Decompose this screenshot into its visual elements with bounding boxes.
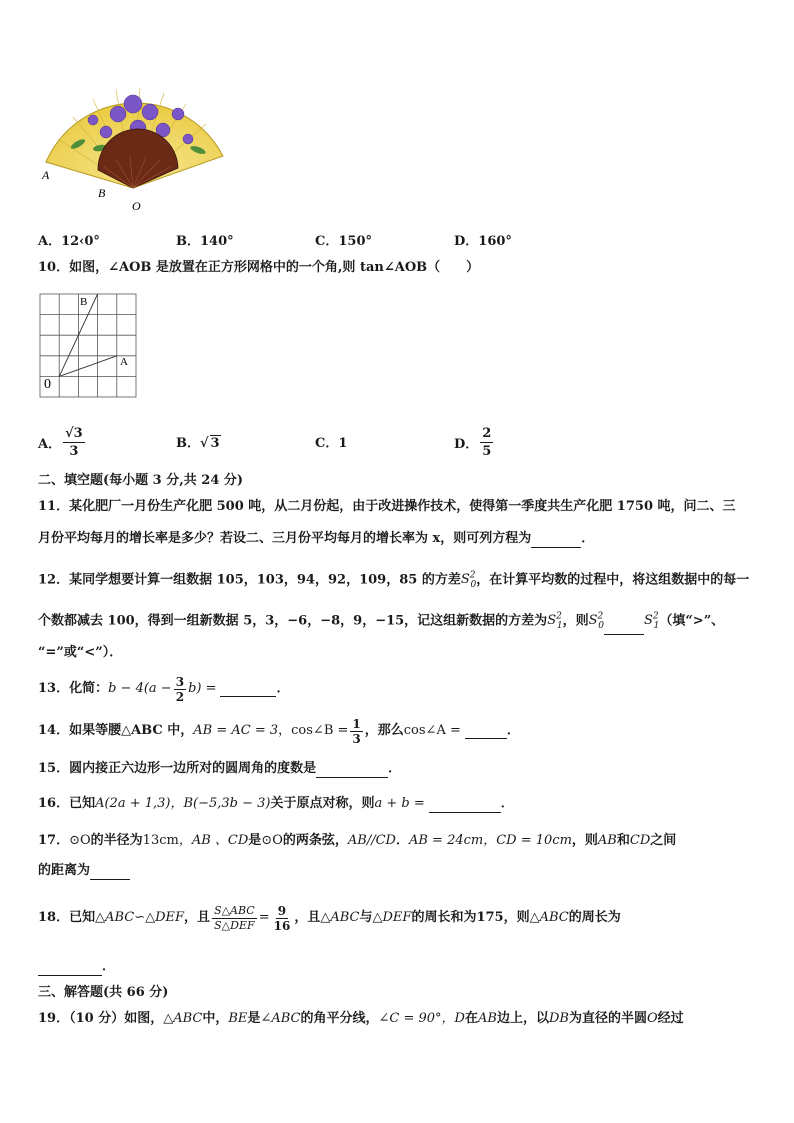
q15: 15．圆内接正六边形一边所对的圆周角的度数是 ． — [38, 761, 402, 776]
q12-line2: 个数都减去 100，得到一组新数据 5，3，−6，−8，9，−15，记这组新数据的方差为$S^2_1$，则$S^2_0$ $S^2_1$（填“>”、 — [38, 608, 724, 635]
q19-line1: 19．（10 分）如图，△ABC中，BE是∠ABC的角平分线，∠C = 90°，D在AB边上，以DB为直径的半圆O经过 — [38, 1011, 684, 1026]
q11-line1: 11．某化肥厂一月份生产化肥 500 吨，从二月份起，由于改进操作技术，使得第一季度共生产化肥 1750 吨，问二、三 — [38, 499, 736, 514]
q14: 14．如果等腰△ABC 中， AB = AC = 3 ，cos∠B = $\frac{1}{3}$ ，那么 cos∠A = ． — [38, 716, 520, 746]
q9-option-a: A．12‹0° — [38, 234, 100, 249]
grid-label-b: B — [80, 296, 88, 308]
q18-answer-line: ． — [38, 958, 115, 976]
q17-line1: 17．⊙O的半径为13cm，AB 、CD是⊙O的两条弦，AB//CD．AB = 24cm，CD = 10cm，则AB和CD之间 — [38, 833, 677, 848]
q16: 16．已知A(2a + 1,3)，B(−5,3b − 3)关于原点对称，则a + b = ． — [38, 796, 514, 811]
section-2-heading: 二、填空题(每小题 3 分,共 24 分) — [38, 473, 244, 488]
q13: 13．化简： b − 4(a − $\frac{3}{2}$ b) = ． — [38, 674, 290, 704]
q10-text: 10．如图，∠AOB 是放置在正方形网格中的一个角,则 tan∠AOB（ ） — [38, 260, 480, 275]
q12-line1: 12．某同学想要计算一组数据 105，103，94，92，109，85 的方差$S^2_0$，在计算平均数的过程中，将这组数据中的每一 — [38, 571, 750, 590]
section-3-heading: 三、解答题(共 66 分) — [38, 985, 169, 1000]
fan-label-o: O — [132, 199, 141, 213]
q17-line2: 的距离为 — [38, 862, 130, 880]
q9-option-b: B．140° — [176, 234, 234, 249]
q18: 18．已知 △ABC∽△DEF ，且 $\frac{\text{S△ABC}}{\text{S△DEF}}$ = $\frac{9}{16}$ ，且 △ABC 与 △DEF 的周长和为175 ，则 △ABC 的周长为 — [38, 903, 621, 933]
grid-label-a: A — [120, 356, 128, 368]
q11-line2: 月份平均每月的增长率是多少？若设二、三月份平均每月的增长率为 x，则可列方程为 ． — [38, 531, 595, 546]
q9-option-c: C．150° — [315, 234, 372, 249]
folding-fan-figure — [38, 84, 228, 214]
q10-option-b: B．√ 3 — [176, 436, 220, 451]
fan-label-b: B — [98, 186, 106, 200]
q10-option-a: A． $\frac{√3}{3}$ — [38, 425, 83, 459]
fan-label-a: A — [42, 168, 50, 182]
square-grid-figure — [38, 292, 140, 400]
q12-line3: “=”或“<”）． — [38, 645, 123, 660]
q10-option-c: C．1 — [315, 436, 348, 451]
q9-option-d: D．160° — [454, 234, 512, 249]
grid-label-o: 0 — [44, 377, 51, 392]
q10-option-d: D． $\frac{2}{5}$ — [454, 425, 492, 459]
